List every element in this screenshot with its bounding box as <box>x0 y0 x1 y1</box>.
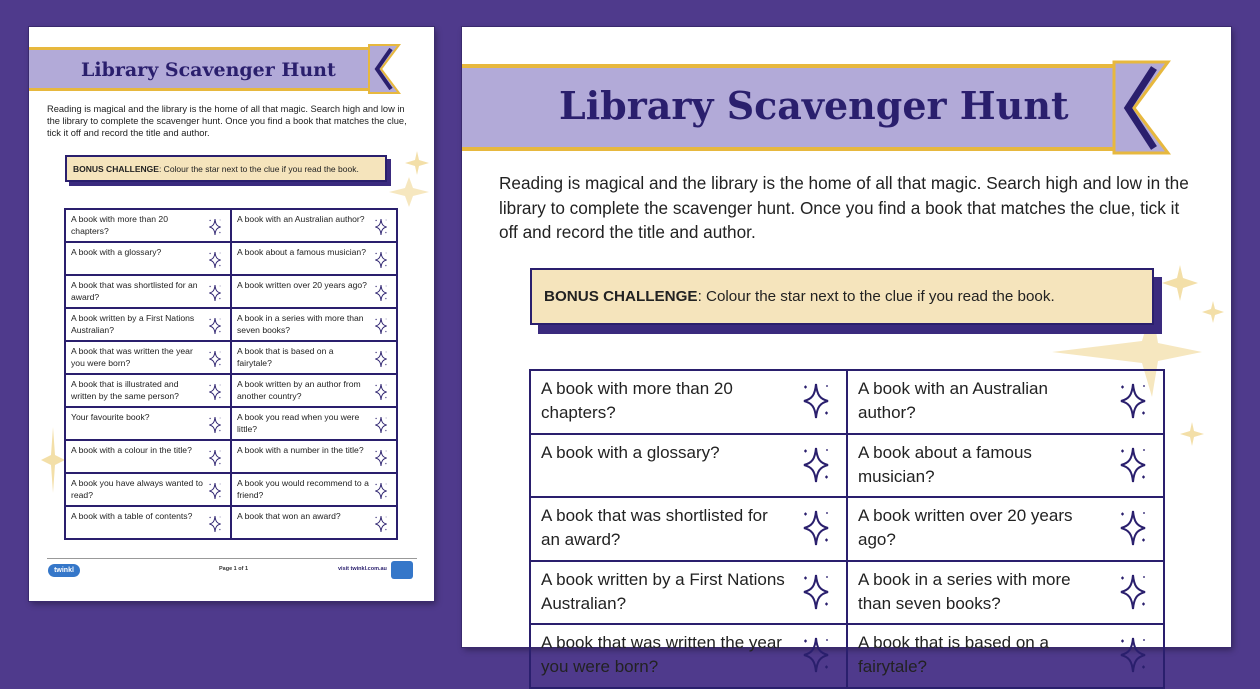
footer-divider <box>47 558 417 559</box>
four-point-star-icon[interactable] <box>208 349 222 369</box>
clue-text: A book you read when you were little? <box>237 412 360 434</box>
table-row <box>65 242 397 275</box>
ribbon-chevron-icon <box>369 45 403 95</box>
four-point-star-icon[interactable] <box>208 283 222 303</box>
clue-text: A book that was written the year you were born? <box>541 633 782 676</box>
table-row <box>65 275 397 308</box>
four-point-star-icon[interactable] <box>1118 381 1148 421</box>
clue-text: A book that was shortlisted for an award? <box>541 506 768 549</box>
clue-cell[interactable] <box>847 497 1164 561</box>
four-point-star-icon[interactable] <box>374 283 388 303</box>
clue-cell[interactable] <box>65 473 231 506</box>
page-zoomed[interactable] <box>462 27 1231 676</box>
clue-text: A book written by a First Nations Australian? <box>541 569 785 613</box>
title-ribbon <box>462 64 1126 151</box>
page-title: Library Scavenger Hunt <box>559 83 1069 128</box>
clue-text: A book written over 20 years ago? <box>858 506 1073 549</box>
page-title: Library Scavenger Hunt <box>81 59 336 81</box>
clue-cell[interactable] <box>65 242 231 275</box>
clue-cell[interactable] <box>65 209 231 242</box>
four-point-star-icon[interactable] <box>208 316 222 336</box>
clue-text: A book in a series with more than seven books? <box>858 569 1071 613</box>
clue-text: A book that is illustrated and written by the same person? <box>71 379 179 401</box>
clue-text: A book that is based on a fairytale? <box>237 346 334 368</box>
table-row <box>530 434 1164 498</box>
clue-cell[interactable] <box>231 209 397 242</box>
clue-text: A book with an Australian author? <box>858 379 1048 422</box>
table-row <box>65 209 397 242</box>
clue-text: A book written by an author from another country? <box>237 379 361 401</box>
sparkle-burst-icon <box>1162 265 1198 301</box>
clue-text: A book written over 20 years ago? <box>237 280 367 290</box>
four-point-star-icon[interactable] <box>1118 508 1148 548</box>
table-row <box>65 308 397 341</box>
clue-table <box>529 369 1165 689</box>
clue-cell[interactable] <box>847 370 1164 434</box>
four-point-star-icon[interactable] <box>208 217 222 237</box>
clue-cell[interactable] <box>65 275 231 308</box>
four-point-star-icon[interactable] <box>801 635 831 675</box>
four-point-star-icon[interactable] <box>1118 635 1148 675</box>
bonus-text: : Colour the star next to the clue if you read the book. <box>697 288 1055 305</box>
clue-text: A book that was shortlisted for an award? <box>71 280 198 302</box>
four-point-star-icon[interactable] <box>208 415 222 435</box>
four-point-star-icon[interactable] <box>208 514 222 534</box>
clue-cell[interactable] <box>231 506 397 539</box>
sparkle-burst-icon <box>1180 422 1204 446</box>
four-point-star-icon[interactable] <box>801 508 831 548</box>
clue-cell[interactable] <box>231 440 397 473</box>
clue-text: A book you have always wanted to read? <box>71 478 203 500</box>
clue-cell[interactable] <box>530 497 847 561</box>
four-point-star-icon[interactable] <box>374 316 388 336</box>
clue-text: A book with a glossary? <box>541 442 720 462</box>
clue-cell[interactable] <box>65 374 231 407</box>
clue-cell[interactable] <box>530 561 847 625</box>
clue-text: A book with an Australian author? <box>237 214 365 224</box>
bonus-label: BONUS CHALLENGE <box>544 288 698 305</box>
ribbon-chevron-icon <box>1114 62 1174 154</box>
four-point-star-icon[interactable] <box>801 445 831 485</box>
bonus-label: BONUS CHALLENGE <box>73 163 159 174</box>
clue-cell[interactable] <box>65 506 231 539</box>
table-row <box>65 440 397 473</box>
clue-cell[interactable] <box>65 308 231 341</box>
clue-text: A book with more than 20 chapters? <box>541 379 733 422</box>
intro-text: Reading is magical and the library is the home of all that magic. Search high and low in the library to complete the scavenger hunt. Once you find a book that matches the clue, tick it off and record the title and author. <box>499 173 1189 242</box>
four-point-star-icon[interactable] <box>1118 572 1148 612</box>
clue-cell[interactable] <box>231 341 397 374</box>
table-row <box>530 624 1164 688</box>
clue-cell[interactable] <box>847 434 1164 498</box>
sparkle-burst-icon <box>1202 301 1224 323</box>
clue-text: A book written by a First Nations Australian? <box>71 313 195 335</box>
clue-text: A book about a famous musician? <box>858 442 1032 486</box>
page-number: Page 1 of 1 <box>219 566 249 572</box>
site-url: visit twinkl.com.au <box>338 566 387 572</box>
clue-text: A book with a table of contents? <box>71 511 193 521</box>
four-point-star-icon[interactable] <box>208 448 222 468</box>
table-row <box>65 341 397 374</box>
intro-text: Reading is magical and the library is the home of all that magic. Search high and low in the library to complete the scavenger hunt. Once you find a book that matches the clue, tick it off and record the title and author. <box>47 104 407 138</box>
table-row <box>65 473 397 506</box>
clue-cell[interactable] <box>231 308 397 341</box>
clue-text: A book with a glossary? <box>71 247 162 257</box>
clue-cell[interactable] <box>530 624 847 688</box>
four-point-star-icon[interactable] <box>208 481 222 501</box>
table-row <box>65 374 397 407</box>
clue-cell[interactable] <box>847 624 1164 688</box>
clue-text: A book with more than 20 chapters? <box>71 214 168 236</box>
sparkle-burst-icon <box>41 427 65 493</box>
table-row <box>65 506 397 539</box>
bonus-text: : Colour the star next to the clue if you read the book. <box>158 163 359 174</box>
clue-text: A book with a number in the title? <box>237 445 364 455</box>
sparkle-burst-icon <box>405 151 429 175</box>
four-point-star-icon[interactable] <box>374 514 388 534</box>
clue-text: A book that won an award? <box>237 511 341 521</box>
four-point-star-icon[interactable] <box>374 250 388 270</box>
twinkl-badge-icon <box>391 561 413 579</box>
four-point-star-icon[interactable] <box>374 382 388 402</box>
four-point-star-icon[interactable] <box>801 381 831 421</box>
clue-cell[interactable] <box>530 370 847 434</box>
clue-cell[interactable] <box>231 275 397 308</box>
clue-text: A book with a colour in the title? <box>71 445 192 455</box>
four-point-star-icon[interactable] <box>801 572 831 612</box>
clue-text: A book that was written the year you were born? <box>71 346 193 368</box>
clue-cell[interactable] <box>231 407 397 440</box>
clue-cell[interactable] <box>65 341 231 374</box>
sparkle-burst-icon <box>389 177 429 207</box>
clue-cell[interactable] <box>231 374 397 407</box>
four-point-star-icon[interactable] <box>208 382 222 402</box>
title-ribbon <box>29 47 375 91</box>
clue-cell[interactable] <box>231 473 397 506</box>
clue-text: A book about a famous musician? <box>237 247 366 257</box>
four-point-star-icon[interactable] <box>374 349 388 369</box>
table-row <box>530 561 1164 625</box>
clue-cell[interactable] <box>530 434 847 498</box>
four-point-star-icon[interactable] <box>374 448 388 468</box>
four-point-star-icon[interactable] <box>374 415 388 435</box>
clue-cell[interactable] <box>65 407 231 440</box>
clue-cell[interactable] <box>65 440 231 473</box>
bonus-challenge-box <box>65 155 387 182</box>
table-row <box>65 407 397 440</box>
table-row <box>530 497 1164 561</box>
clue-text: A book that is based on a fairytale? <box>858 633 1049 676</box>
clue-cell[interactable] <box>847 561 1164 625</box>
clue-text: A book in a series with more than seven books? <box>237 313 364 335</box>
clue-text: A book you would recommend to a friend? <box>237 478 369 500</box>
bonus-challenge-box <box>530 268 1154 325</box>
four-point-star-icon[interactable] <box>1118 445 1148 485</box>
page-thumbnail[interactable] <box>29 27 434 601</box>
clue-cell[interactable] <box>231 242 397 275</box>
twinkl-logo: twinkl <box>48 564 80 577</box>
four-point-star-icon[interactable] <box>374 481 388 501</box>
table-row <box>530 370 1164 434</box>
four-point-star-icon[interactable] <box>374 217 388 237</box>
four-point-star-icon[interactable] <box>208 250 222 270</box>
clue-table <box>64 208 398 540</box>
clue-text: Your favourite book? <box>71 412 150 422</box>
